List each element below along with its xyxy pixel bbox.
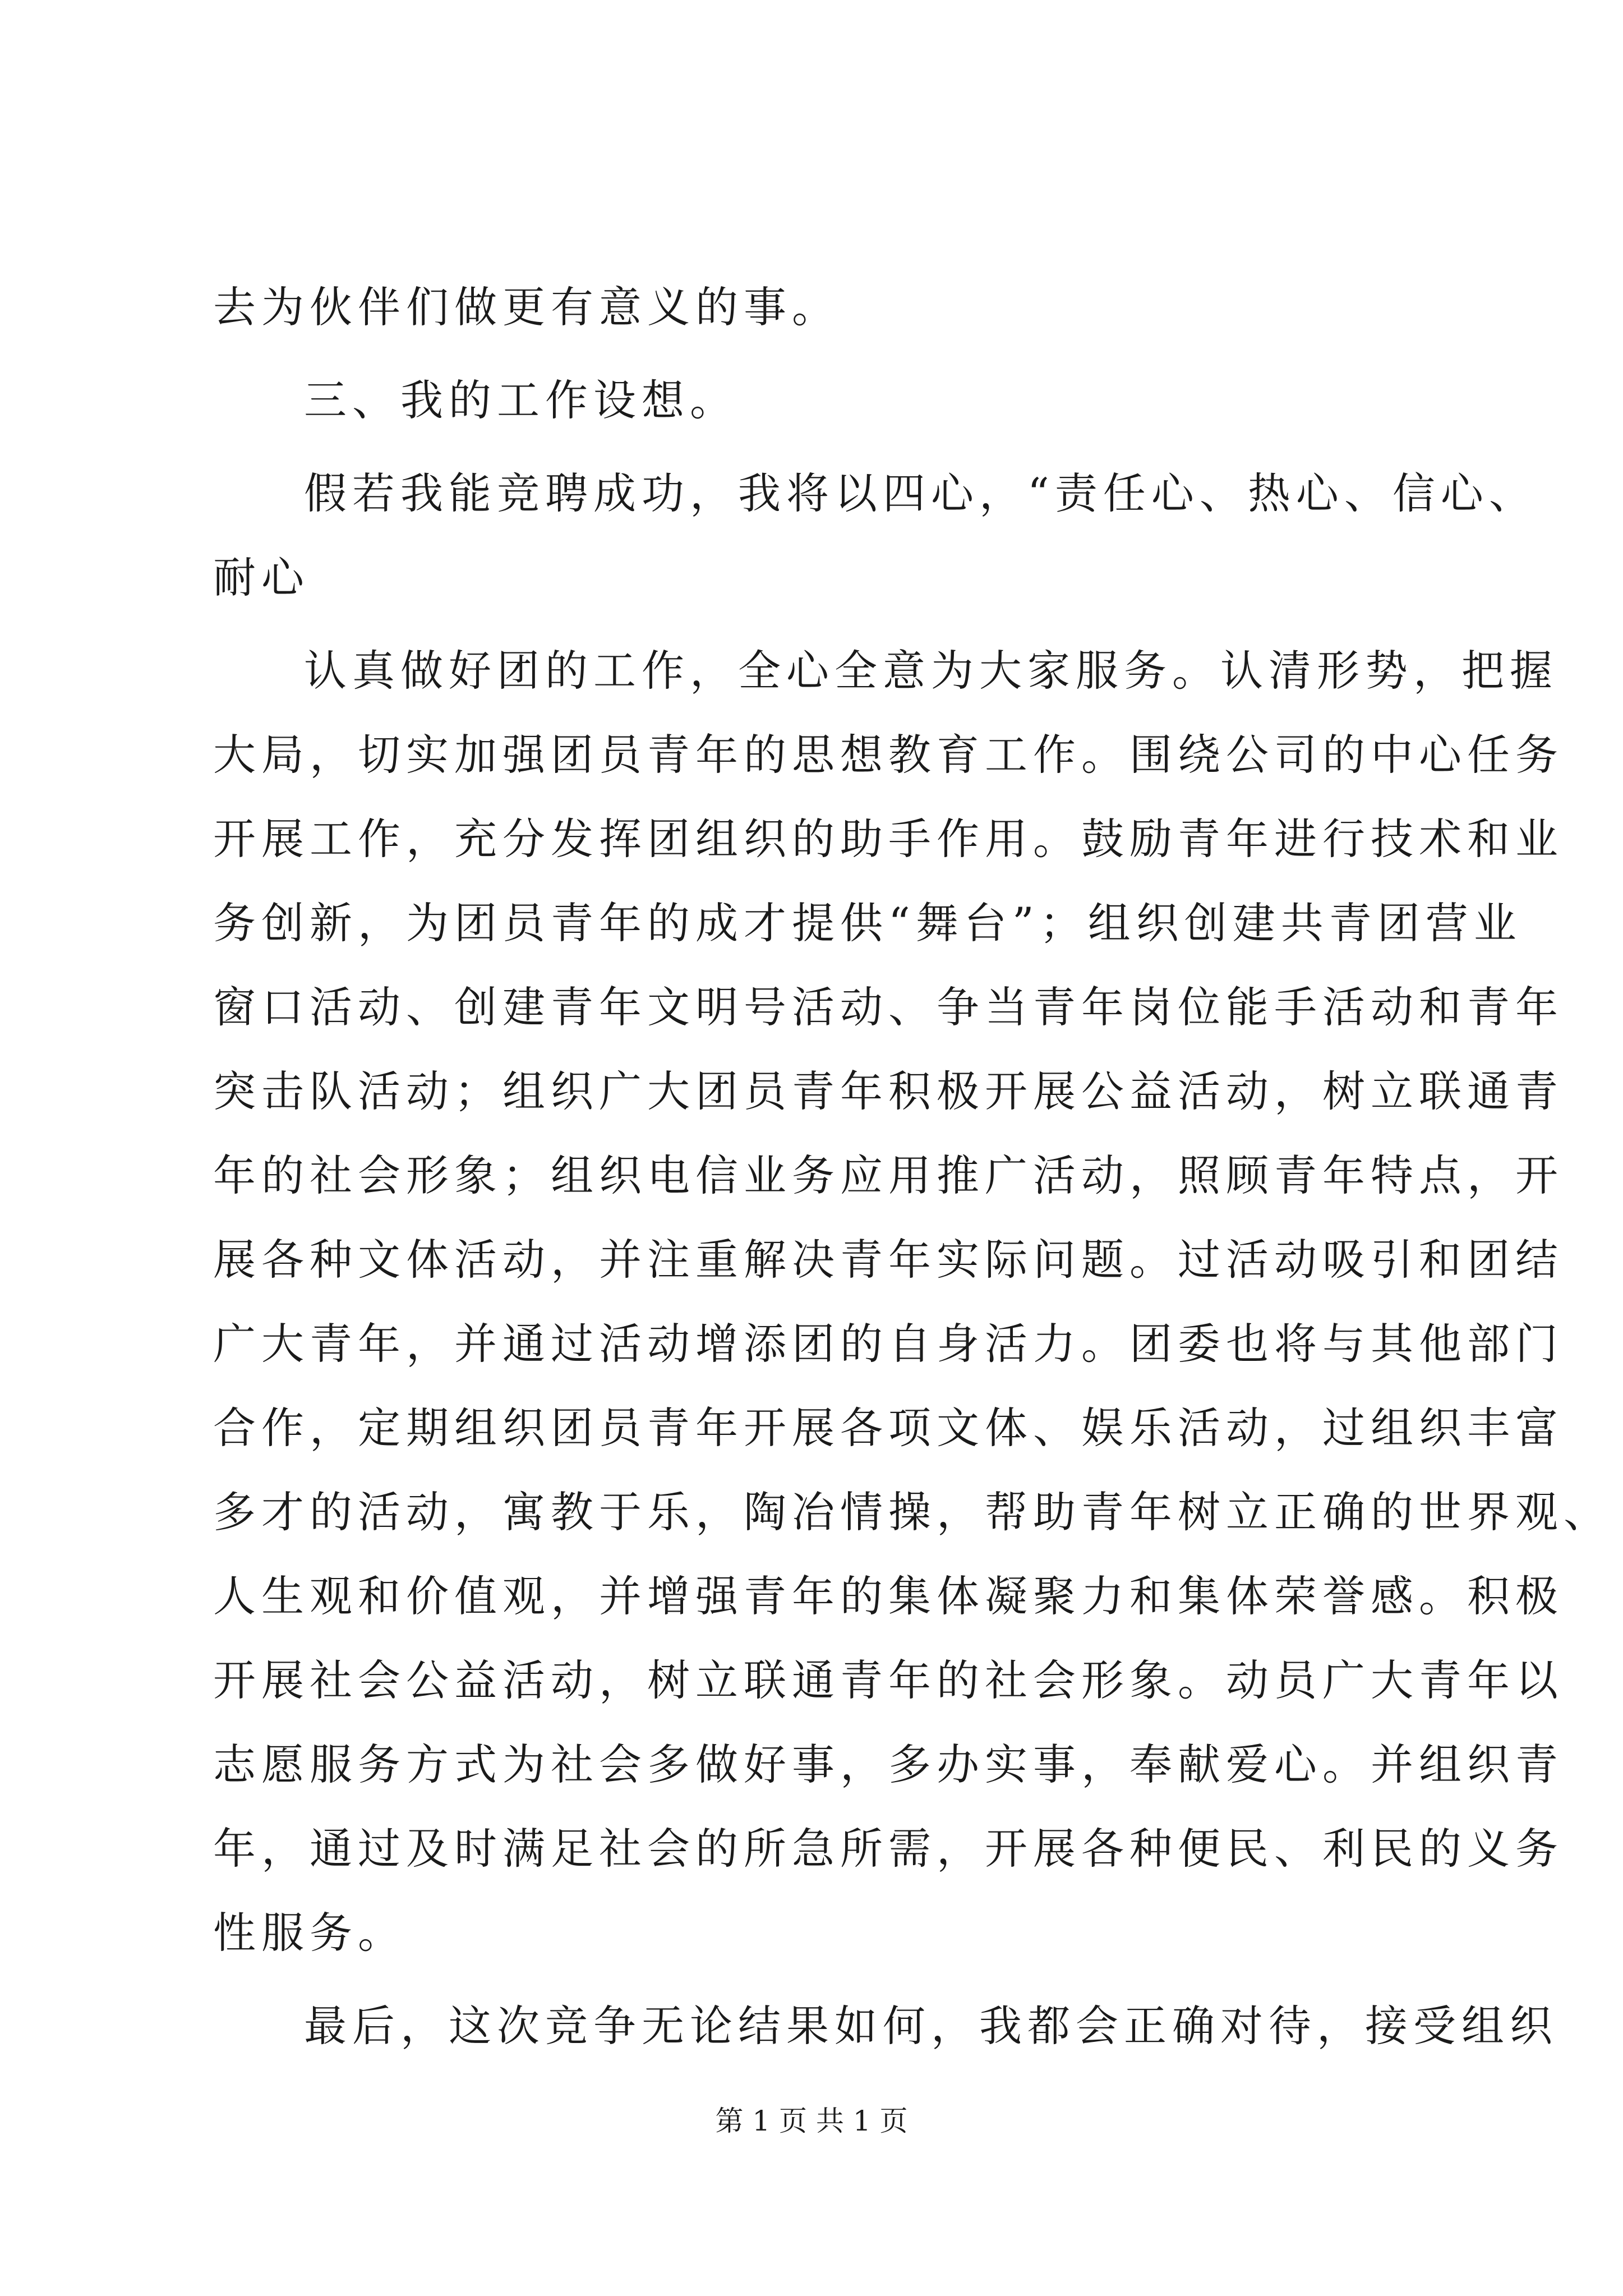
text-line: 志愿服务方式为社会多做好事，多办实事，奉献爱心。并组织青 [213,1740,1564,1789]
text-line: 假若我能竞聘成功，我将以四心，“责任心、热心、信心、 [304,468,1537,518]
text-line: 最后，这次竞争无论结果如何，我都会正确对待，接受组织 [304,2001,1558,2051]
text-line: 年，通过及时满足社会的所急所需，开展各种便民、利民的义务 [213,1824,1564,1874]
page-footer: 第 1 页 共 1 页 [715,2105,908,2137]
text-line: 性服务。 [213,1908,406,1958]
text-line: 务创新，为团员青年的成才提供“舞台”；组织创建共青团营业 [213,898,1522,948]
text-line: 广大青年，并通过活动增添团的自身活力。团委也将与其他部门 [213,1319,1564,1369]
text-line: 耐心 [213,553,310,602]
text-line: 人生观和价值观，并增强青年的集体凝聚力和集体荣誉感。积极 [213,1571,1564,1621]
text-line: 认真做好团的工作，全心全意为大家服务。认清形势，把握 [304,646,1558,696]
text-line: 年的社会形象；组织电信业务应用推广活动，照顾青年特点，开 [213,1151,1564,1200]
text-line: 大局，切实加强团员青年的思想教育工作。围绕公司的中心任务 [213,730,1564,780]
text-line: 合作，定期组织团员青年开展各项文体、娱乐活动，过组织丰富 [213,1403,1564,1453]
section-heading: 三、我的工作设想。 [304,375,738,425]
text-line: 窗口活动、创建青年文明号活动、争当青年岗位能手活动和青年 [213,982,1564,1032]
text-line: 开展社会公益活动，树立联通青年的社会形象。动员广大青年以 [213,1655,1564,1705]
text-line: 开展工作，充分发挥团组织的助手作用。鼓励青年进行技术和业 [213,814,1564,864]
text-line: 多才的活动，寓教于乐，陶冶情操，帮助青年树立正确的世界观、 [213,1487,1612,1537]
text-line: 突击队活动；组织广大团员青年积极开展公益活动，树立联通青 [213,1066,1564,1116]
text-line: 去为伙伴们做更有意义的事。 [213,282,840,332]
text-line: 展各种文体活动，并注重解决青年实际问题。过活动吸引和团结 [213,1235,1564,1285]
